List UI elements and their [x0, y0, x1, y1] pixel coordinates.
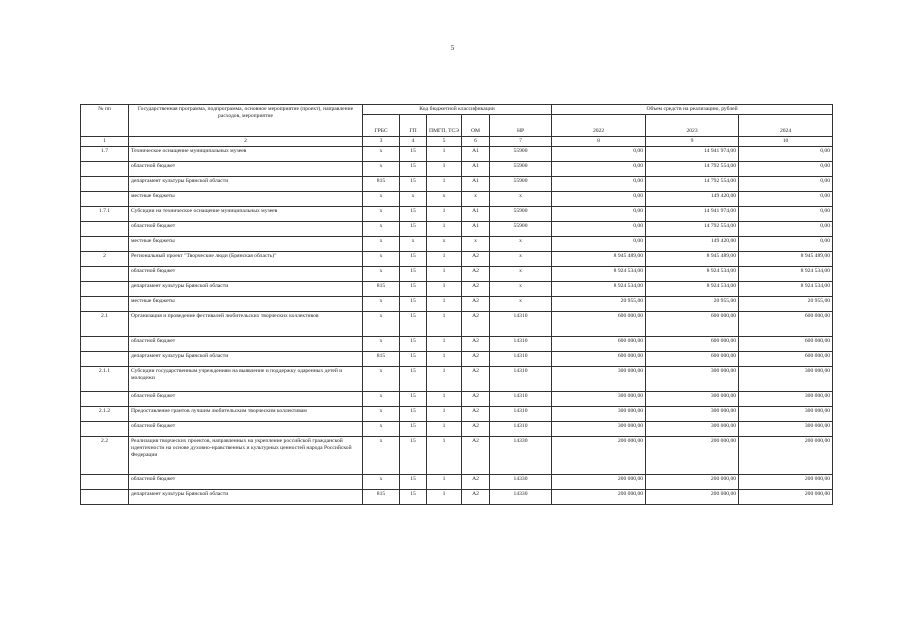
row-number: [81, 281, 129, 296]
pmgp-code: 1: [427, 176, 462, 191]
table-row: [81, 176, 833, 191]
row-number: 2.1.2: [81, 406, 129, 421]
amount-2022: 200 000,00: [552, 436, 646, 474]
amount-2023: 14 941 974,00: [646, 206, 739, 221]
pmgp-code: 1: [427, 221, 462, 236]
nr-code: 14310: [490, 366, 552, 391]
gp-code: 15: [400, 391, 427, 406]
row-name: Региональный проект "Творческие люди (Брянская область)": [129, 251, 363, 266]
row-name: областной бюджет: [129, 266, 363, 281]
column-number: 7: [490, 136, 552, 146]
pmgp-code: 1: [427, 474, 462, 489]
nr-code: 55900: [490, 206, 552, 221]
nr-code: х: [490, 296, 552, 311]
amount-2023: 200 000,00: [646, 474, 739, 489]
pmgp-code: 1: [427, 266, 462, 281]
table-row: [81, 311, 833, 336]
amount-2022: 300 000,00: [552, 406, 646, 421]
amount-2023: 300 000,00: [646, 366, 739, 391]
amount-2024: 20 955,00: [739, 296, 833, 311]
nr-code: 14310: [490, 406, 552, 421]
gp-code: 15: [400, 436, 427, 474]
om-code: А1: [462, 206, 490, 221]
om-code: А2: [462, 474, 490, 489]
grbs-code: х: [363, 296, 400, 311]
om-code: А2: [462, 436, 490, 474]
nr-code: 14310: [490, 421, 552, 436]
column-number: 5: [427, 136, 462, 146]
column-number: 10: [739, 136, 833, 146]
amount-2024: 600 000,00: [739, 311, 833, 336]
amount-2024: 0,00: [739, 191, 833, 206]
row-name: Предоставление грантов лучшим любительским творческим коллективам: [129, 406, 363, 421]
amount-2024: 300 000,00: [739, 406, 833, 421]
header-name: Государственная программа, подпрограмма, основное мероприятие (проект), направление расходов, мероприятие: [129, 105, 363, 137]
row-number: [81, 489, 129, 504]
amount-2024: 600 000,00: [739, 351, 833, 366]
column-number: 9: [646, 136, 739, 146]
row-name: Субсидии государственным учреждениям на выявление и поддержку одаренных детей и молодежи: [129, 366, 363, 391]
grbs-code: х: [363, 436, 400, 474]
amount-2024: 0,00: [739, 206, 833, 221]
row-name: областной бюджет: [129, 391, 363, 406]
nr-code: 14330: [490, 436, 552, 474]
amount-2023: 200 000,00: [646, 436, 739, 474]
grbs-code: 815: [363, 176, 400, 191]
amount-2024: 200 000,00: [739, 489, 833, 504]
row-name: департамент культуры Брянской области: [129, 351, 363, 366]
amount-2022: 300 000,00: [552, 391, 646, 406]
amount-2022: 8 924 534,00: [552, 266, 646, 281]
grbs-code: х: [363, 206, 400, 221]
pmgp-code: 1: [427, 436, 462, 474]
pmgp-code: 1: [427, 251, 462, 266]
amount-2022: 300 000,00: [552, 366, 646, 391]
amount-2023: 600 000,00: [646, 311, 739, 336]
amount-2023: 14 941 974,00: [646, 146, 739, 161]
row-number: 2.1: [81, 311, 129, 336]
gp-code: 15: [400, 421, 427, 436]
pmgp-code: 1: [427, 336, 462, 351]
amount-2023: 149 420,00: [646, 236, 739, 251]
om-code: А1: [462, 176, 490, 191]
amount-2022: 0,00: [552, 161, 646, 176]
gp-code: 15: [400, 161, 427, 176]
amount-2023: 20 955,00: [646, 296, 739, 311]
om-code: А2: [462, 351, 490, 366]
amount-2023: 149 420,00: [646, 191, 739, 206]
row-name: департамент культуры Брянской области: [129, 281, 363, 296]
nr-code: 55900: [490, 146, 552, 161]
table-row: [81, 221, 833, 236]
amount-2023: 300 000,00: [646, 421, 739, 436]
header-code-col: НР: [490, 114, 552, 136]
grbs-code: 815: [363, 351, 400, 366]
om-code: А2: [462, 366, 490, 391]
page-number: 5: [450, 44, 455, 52]
amount-2024: 300 000,00: [739, 366, 833, 391]
om-code: х: [462, 191, 490, 206]
row-number: 1.7: [81, 146, 129, 161]
om-code: А2: [462, 391, 490, 406]
table-row: [81, 366, 833, 391]
header-budget-code: Код бюджетной классификации: [363, 105, 552, 115]
om-code: А2: [462, 406, 490, 421]
amount-2023: 300 000,00: [646, 406, 739, 421]
row-number: 2: [81, 251, 129, 266]
row-name: Субсидии на техническое оснащение муниципальных музеев: [129, 206, 363, 221]
row-name: департамент культуры Брянской области: [129, 176, 363, 191]
om-code: А2: [462, 311, 490, 336]
amount-2023: 8 945 489,00: [646, 251, 739, 266]
gp-code: 15: [400, 221, 427, 236]
gp-code: 15: [400, 266, 427, 281]
om-code: А2: [462, 266, 490, 281]
amount-2022: 0,00: [552, 146, 646, 161]
nr-code: х: [490, 281, 552, 296]
row-name: Техническое оснащение муниципальных музеев: [129, 146, 363, 161]
nr-code: 14330: [490, 489, 552, 504]
pmgp-code: 1: [427, 489, 462, 504]
table-row: [81, 206, 833, 221]
amount-2023: 14 792 554,00: [646, 221, 739, 236]
nr-code: 55900: [490, 221, 552, 236]
amount-2024: 0,00: [739, 221, 833, 236]
grbs-code: х: [363, 236, 400, 251]
nr-code: 14310: [490, 351, 552, 366]
amount-2022: 600 000,00: [552, 336, 646, 351]
gp-code: х: [400, 236, 427, 251]
gp-code: 15: [400, 336, 427, 351]
om-code: А1: [462, 146, 490, 161]
amount-2022: 0,00: [552, 221, 646, 236]
row-number: [81, 161, 129, 176]
nr-code: х: [490, 191, 552, 206]
row-name: областной бюджет: [129, 161, 363, 176]
gp-code: 15: [400, 251, 427, 266]
grbs-code: х: [363, 421, 400, 436]
pmgp-code: 1: [427, 281, 462, 296]
gp-code: 15: [400, 406, 427, 421]
pmgp-code: 1: [427, 296, 462, 311]
budget-table: [80, 104, 833, 505]
column-number: 1: [81, 136, 129, 146]
gp-code: 15: [400, 366, 427, 391]
column-number: 2: [129, 136, 363, 146]
gp-code: х: [400, 191, 427, 206]
row-number: [81, 296, 129, 311]
om-code: х: [462, 236, 490, 251]
grbs-code: х: [363, 146, 400, 161]
header-code-col: ГП: [400, 114, 427, 136]
amount-2022: 8 945 489,00: [552, 251, 646, 266]
amount-2022: 200 000,00: [552, 474, 646, 489]
row-name: местные бюджеты: [129, 236, 363, 251]
om-code: А1: [462, 161, 490, 176]
grbs-code: х: [363, 191, 400, 206]
nr-code: х: [490, 236, 552, 251]
table-row: [81, 296, 833, 311]
pmgp-code: х: [427, 191, 462, 206]
amount-2024: 8 924 534,00: [739, 266, 833, 281]
amount-2023: 300 000,00: [646, 391, 739, 406]
header-code-col: ПМГП, ТСЭ: [427, 114, 462, 136]
amount-2023: 8 924 534,00: [646, 281, 739, 296]
amount-2024: 300 000,00: [739, 421, 833, 436]
amount-2022: 600 000,00: [552, 351, 646, 366]
amount-2023: 200 000,00: [646, 489, 739, 504]
row-number: [81, 351, 129, 366]
row-number: [81, 336, 129, 351]
gp-code: 15: [400, 351, 427, 366]
row-number: [81, 391, 129, 406]
header-year: 2024: [739, 114, 833, 136]
row-name: областной бюджет: [129, 221, 363, 236]
om-code: А2: [462, 489, 490, 504]
gp-code: 15: [400, 146, 427, 161]
grbs-code: 815: [363, 489, 400, 504]
amount-2023: 600 000,00: [646, 336, 739, 351]
grbs-code: х: [363, 221, 400, 236]
table-row: [81, 351, 833, 366]
amount-2023: 14 792 554,00: [646, 176, 739, 191]
gp-code: 15: [400, 206, 427, 221]
amount-2024: 0,00: [739, 146, 833, 161]
nr-code: х: [490, 266, 552, 281]
grbs-code: х: [363, 336, 400, 351]
table-row: [81, 391, 833, 406]
header-no: № пп: [81, 105, 129, 137]
om-code: А2: [462, 336, 490, 351]
column-number: 4: [400, 136, 427, 146]
grbs-code: х: [363, 474, 400, 489]
pmgp-code: 1: [427, 351, 462, 366]
row-number: 2.1.1: [81, 366, 129, 391]
amount-2024: 300 000,00: [739, 391, 833, 406]
table-row: [81, 406, 833, 421]
amount-2023: 600 000,00: [646, 351, 739, 366]
om-code: А2: [462, 281, 490, 296]
amount-2024: 600 000,00: [739, 336, 833, 351]
header-year: 2022: [552, 114, 646, 136]
column-number: 8: [552, 136, 646, 146]
gp-code: 15: [400, 489, 427, 504]
row-name: областной бюджет: [129, 336, 363, 351]
amount-2023: 8 924 534,00: [646, 266, 739, 281]
amount-2024: 0,00: [739, 176, 833, 191]
grbs-code: х: [363, 251, 400, 266]
row-name: областной бюджет: [129, 421, 363, 436]
amount-2022: 0,00: [552, 206, 646, 221]
pmgp-code: 1: [427, 311, 462, 336]
om-code: А1: [462, 221, 490, 236]
grbs-code: х: [363, 266, 400, 281]
grbs-code: х: [363, 406, 400, 421]
row-number: 1.7.1: [81, 206, 129, 221]
row-number: [81, 176, 129, 191]
amount-2024: 0,00: [739, 161, 833, 176]
table-row: [81, 421, 833, 436]
nr-code: 14310: [490, 391, 552, 406]
amount-2024: 0,00: [739, 236, 833, 251]
om-code: А2: [462, 296, 490, 311]
amount-2022: 20 955,00: [552, 296, 646, 311]
header-year: 2023: [646, 114, 739, 136]
pmgp-code: 1: [427, 146, 462, 161]
row-number: [81, 266, 129, 281]
header-code-col: ГРБС: [363, 114, 400, 136]
pmgp-code: 1: [427, 391, 462, 406]
header-code-col: ОМ: [462, 114, 490, 136]
row-name: департамент культуры Брянской области: [129, 489, 363, 504]
nr-code: 14330: [490, 474, 552, 489]
grbs-code: х: [363, 161, 400, 176]
amount-2022: 300 000,00: [552, 421, 646, 436]
table-row: [81, 489, 833, 504]
pmgp-code: 1: [427, 161, 462, 176]
amount-2022: 0,00: [552, 191, 646, 206]
column-number: 3: [363, 136, 400, 146]
grbs-code: х: [363, 391, 400, 406]
nr-code: 14310: [490, 311, 552, 336]
table-row: [81, 281, 833, 296]
om-code: А2: [462, 251, 490, 266]
table-row: [81, 251, 833, 266]
grbs-code: х: [363, 366, 400, 391]
table-row: [81, 266, 833, 281]
row-name: местные бюджеты: [129, 296, 363, 311]
amount-2022: 200 000,00: [552, 489, 646, 504]
row-number: 2.2: [81, 436, 129, 474]
header-volume: Объем средств на реализацию, рублей: [552, 105, 833, 115]
amount-2022: 0,00: [552, 236, 646, 251]
om-code: А2: [462, 421, 490, 436]
table-row: [81, 236, 833, 251]
pmgp-code: 1: [427, 421, 462, 436]
pmgp-code: х: [427, 236, 462, 251]
gp-code: 15: [400, 311, 427, 336]
pmgp-code: 1: [427, 406, 462, 421]
nr-code: 14310: [490, 336, 552, 351]
grbs-code: х: [363, 311, 400, 336]
grbs-code: 815: [363, 281, 400, 296]
amount-2022: 8 924 534,00: [552, 281, 646, 296]
pmgp-code: 1: [427, 366, 462, 391]
row-name: Организация и проведение фестивалей любительских творческих коллективов: [129, 311, 363, 336]
table-row: [81, 161, 833, 176]
nr-code: 55900: [490, 176, 552, 191]
table-row: [81, 336, 833, 351]
row-number: [81, 236, 129, 251]
amount-2023: 14 792 554,00: [646, 161, 739, 176]
amount-2022: 600 000,00: [552, 311, 646, 336]
row-number: [81, 421, 129, 436]
amount-2022: 0,00: [552, 176, 646, 191]
amount-2024: 8 945 489,00: [739, 251, 833, 266]
row-number: [81, 474, 129, 489]
row-name: областной бюджет: [129, 474, 363, 489]
amount-2024: 8 924 534,00: [739, 281, 833, 296]
row-number: [81, 191, 129, 206]
amount-2024: 200 000,00: [739, 474, 833, 489]
amount-2024: 200 000,00: [739, 436, 833, 474]
nr-code: 55900: [490, 161, 552, 176]
table-row: [81, 474, 833, 489]
row-name: местные бюджеты: [129, 191, 363, 206]
row-name: Реализация творческих проектов, направленных на укрепление российской гражданской идентичности на основе духовно-нравственных и культурных ценностей народа Российской Федерации: [129, 436, 363, 474]
table-row: [81, 191, 833, 206]
gp-code: 15: [400, 474, 427, 489]
column-number: 6: [462, 136, 490, 146]
gp-code: 15: [400, 296, 427, 311]
gp-code: 15: [400, 281, 427, 296]
pmgp-code: 1: [427, 206, 462, 221]
gp-code: 15: [400, 176, 427, 191]
table-row: [81, 146, 833, 161]
row-number: [81, 221, 129, 236]
table-row: [81, 436, 833, 474]
nr-code: х: [490, 251, 552, 266]
